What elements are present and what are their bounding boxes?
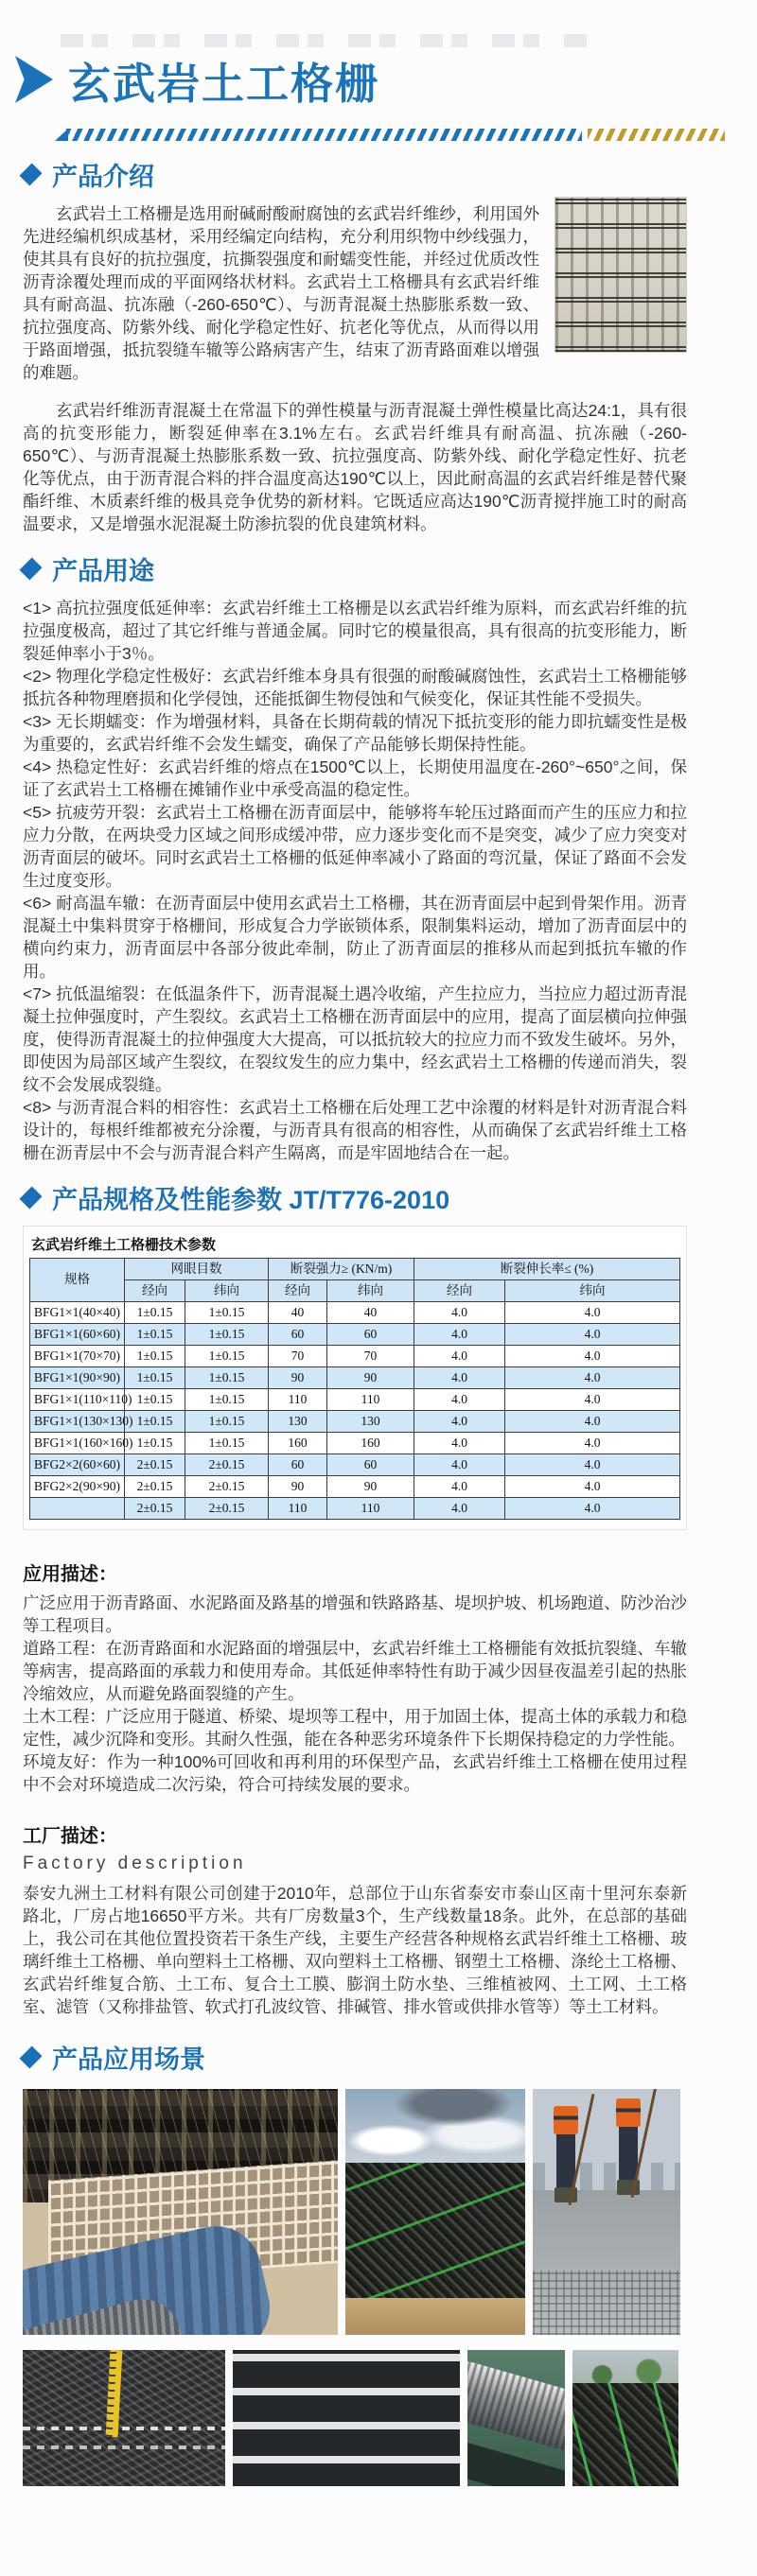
application-section <box>23 1558 687 1796</box>
cell-spec: BFG2×2(90×90) <box>30 1476 125 1498</box>
safety-vest-decor <box>554 2106 578 2134</box>
cell: 160 <box>269 1433 327 1454</box>
geocell-texture-decor <box>572 2383 678 2486</box>
cell: 1±0.15 <box>185 1346 269 1367</box>
worker-figure <box>554 2106 610 2210</box>
application-paragraph: 环境友好：作为一种100%可回收和再利用的环保型产品，玄武岩纤维土工格栅在使用过程中不会对环境造成二次污染，符合可持续发展的要求。 <box>23 1752 687 1794</box>
intro-paragraph: 玄武岩纤维沥青混凝土在常温下的弹性模量与沥青混凝土弹性模量比高达24:1，具有很高的抗变形能力，断裂延伸率在3.1%左右。玄武岩纤维具有耐高温、抗冻融（-260-650℃）、与沥青混凝土热膨胀系数一致、抗拉强度高、防紫外线、耐化学稳定性好、抗老化等优点，由于沥青混合料的拌合温度高达190℃以上，因此耐高温的玄武岩纤维是替代聚酯纤维、木质素纤维的极具竞争优势的新材料。它既适应高达190℃沥青搅拌施工时的耐高温要求，又是增强水泥混凝土防渗抗裂的优良建筑材料。 <box>23 401 687 533</box>
sky-trees-decor <box>572 2350 678 2385</box>
application-heading: 应用描述： <box>23 1564 117 1585</box>
mesh-line-decor <box>23 2445 225 2449</box>
asphalt-layer-with-ruler-photo <box>23 2350 225 2486</box>
cell: 1±0.15 <box>185 1302 269 1324</box>
mesh-line-decor <box>23 2427 225 2430</box>
cell: 1±0.15 <box>185 1433 269 1454</box>
table-row <box>30 1433 680 1454</box>
section-header-intro <box>23 156 687 193</box>
spec-table-sub-header-row <box>30 1280 680 1302</box>
measuring-tape-decor <box>105 2350 122 2437</box>
cell: 4.0 <box>414 1324 505 1346</box>
cell-spec: BFG1×1(70×70) <box>30 1346 125 1367</box>
application-paragraph: 土木工程：广泛应用于隧道、桥梁、堤坝等工程中，用于加固土体，提高土体的承载力和稳定性，减少沉降和变形。其耐久性强，能在各种恶劣环境条件下长期保持稳定的力学性能。 <box>23 1707 687 1749</box>
cell: 4.0 <box>505 1476 680 1498</box>
safety-vest-decor <box>616 2098 641 2127</box>
cell: 1±0.15 <box>125 1389 185 1411</box>
use-item: <2> 物理化学稳定性极好：玄武岩纤维本身具有很强的耐酸碱腐蚀性，玄武岩土工格栅能够抵抗各种物理磨损和化学侵蚀，还能抵御生物侵蚀和气候变化，保证其性能不受损失。 <box>23 667 688 708</box>
photo-grid-row-1 <box>23 2089 687 2335</box>
cell: 70 <box>269 1346 327 1367</box>
worker-figure <box>616 2098 673 2202</box>
cell: 4.0 <box>505 1498 680 1520</box>
cell: 130 <box>327 1411 414 1433</box>
ghost-text-strip <box>61 34 590 47</box>
cell: 4.0 <box>414 1389 505 1411</box>
section-title-uses: 产品用途 <box>52 557 154 585</box>
cell: 4.0 <box>414 1476 505 1498</box>
cell: 60 <box>327 1324 414 1346</box>
use-item: <5> 抗疲劳开裂：玄武岩土工格栅在沥青面层中，能够将车轮压过路面而产生的压应力和拉应力分散，在两块受力区域之间形成缓冲带，应力逐步变化而不是突变，减少了应力突变对沥青面层的破坏。同时玄武岩土工格栅的低延伸率减小了路面的弯沉量，保证了路面不会发生过度变形。 <box>23 803 688 890</box>
cell-spec: BFG2×2(60×60) <box>30 1454 125 1476</box>
sky-decor <box>345 2089 525 2172</box>
application-paragraph: 广泛应用于沥青路面、水泥路面及路基的增强和铁路路基、堤坝护坡、机场跑道、防沙治沙等工程项目。 <box>23 1593 687 1635</box>
factory-paragraph: 泰安九洲土工材料有限公司创建于2010年，总部位于山东省泰安市泰山区南十里河东泰新路北，厂房占地16650平方米。共有厂房数量3个，生产线数量18条。此外，在总部的基础上，我公司在其他位置投资若干条生产线，主要生产经营各种规格玄武岩纤维土工格栅、玻璃纤维土工格栅、单向塑料土工格栅、双向塑料土工格栅、钢塑土工格栅、涤纶土工格栅、玄武岩纤维复合筋、土工布、复合土工膜、膨润土防水垫、三维植被网、土工网、土工格室、滤管（又称排盐管、软式打孔波纹管、排碱管、排水管或供排水管等）等土工材料。 <box>23 1884 687 2016</box>
cell: 60 <box>269 1454 327 1476</box>
stitch-bands-decor <box>233 2350 460 2486</box>
factory-heading: 工厂描述： <box>23 1826 117 1847</box>
intro-body <box>23 202 687 535</box>
cell: 4.0 <box>505 1367 680 1389</box>
cell: 90 <box>327 1367 414 1389</box>
spec-table-group-header-row <box>30 1259 680 1280</box>
cell: 1±0.15 <box>125 1302 185 1324</box>
cell-spec: BFG1×1(160×160) <box>30 1433 125 1454</box>
cell: 2±0.15 <box>185 1498 269 1520</box>
diamond-icon <box>19 1186 42 1209</box>
diamond-icon <box>19 163 42 185</box>
legs-decor <box>619 2127 638 2180</box>
cell: 1±0.15 <box>125 1367 185 1389</box>
cell: 2±0.15 <box>125 1476 185 1498</box>
section-header-scenes <box>23 2039 687 2076</box>
spec-table <box>29 1258 680 1520</box>
col-subheader: 纬向 <box>505 1280 680 1302</box>
cell: 4.0 <box>414 1454 505 1476</box>
stripe-bar-blue-segment <box>66 129 582 141</box>
cell-spec <box>30 1498 125 1520</box>
col-subheader: 纬向 <box>327 1280 414 1302</box>
roller-base-decor <box>467 2442 565 2486</box>
cell: 70 <box>327 1346 414 1367</box>
production-roller-photo <box>467 2350 565 2486</box>
decorative-stripe-bar <box>66 129 725 141</box>
cell: 160 <box>327 1433 414 1454</box>
cell: 4.0 <box>505 1324 680 1346</box>
use-item: <4> 热稳定性好：玄武岩纤维的熔点在1500℃以上，长期使用温度在-260°~650°之间，保证了玄武岩土工格栅在摊铺作业中承受高温的稳定性。 <box>23 757 687 799</box>
cell-spec: BFG1×1(60×60) <box>30 1324 125 1346</box>
table-row <box>30 1476 680 1498</box>
cell: 1±0.15 <box>125 1411 185 1433</box>
spec-table-panel <box>23 1226 687 1530</box>
table-row <box>30 1324 680 1346</box>
use-item: <8> 与沥青混合料的相容性：玄武岩土工格栅在后处理工艺中涂覆的材料是针对沥青混合料设计的，每根纤维都被充分涂覆，与沥青具有很高的相容性，从而确保了玄武岩纤维土工格栅在沥青层中不会与沥青混合料产生隔离，而是牢固地结合在一起。 <box>23 1098 688 1162</box>
cell: 1±0.15 <box>125 1433 185 1454</box>
cell: 1±0.15 <box>125 1346 185 1367</box>
cell: 2±0.15 <box>185 1454 269 1476</box>
table-row <box>30 1389 680 1411</box>
arrow-right-icon <box>15 56 53 103</box>
cell: 4.0 <box>505 1433 680 1454</box>
cell: 110 <box>269 1389 327 1411</box>
legs-decor <box>556 2134 575 2187</box>
table-row <box>30 1498 680 1520</box>
geogrid-mesh-closeup-photo <box>233 2350 460 2486</box>
bags-decor <box>345 2163 525 2301</box>
cell: 4.0 <box>414 1411 505 1433</box>
cell: 4.0 <box>414 1367 505 1389</box>
cell: 1±0.15 <box>125 1324 185 1346</box>
use-item: <3> 无长期蠕变：作为增强材料，具备在长期荷载的情况下抵抗变形的能力即抗蠕变性是极为重要的，玄武岩纤维不会发生蠕变，确保了产品能够长期保持性能。 <box>23 712 688 754</box>
table-row <box>30 1302 680 1324</box>
col-subheader: 纬向 <box>185 1280 269 1302</box>
section-title-specs: 产品规格及性能参数 JT/T776-2010 <box>52 1186 450 1214</box>
cell: 60 <box>327 1454 414 1476</box>
table-row <box>30 1454 680 1476</box>
col-subheader: 经向 <box>269 1280 327 1302</box>
diamond-icon <box>19 2045 42 2068</box>
use-item: <6> 耐高温车辙：在沥青面层中使用玄武岩土工格栅，其在沥青面层中起到骨架作用。沥青混凝土中集料贯穿于格栅间，形成复合力学嵌锁体系，限制集料运动，增加了沥青面层中的横向约束力，沥青面层中各部分彼此牵制，防止了沥青面层的推移从而起到抵抗车辙的作用。 <box>23 894 688 981</box>
col-group-mesh-count: 网眼目数 <box>125 1259 269 1280</box>
col-group-break-strength: 断裂强力≥ (KN/m) <box>269 1259 414 1280</box>
cell: 1±0.15 <box>185 1367 269 1389</box>
cell: 4.0 <box>505 1454 680 1476</box>
cell: 1±0.15 <box>185 1411 269 1433</box>
col-header-spec: 规格 <box>30 1259 125 1302</box>
cell: 4.0 <box>414 1346 505 1367</box>
use-item: <7> 抗低温缩裂：在低温条件下，沥青混凝土遇冷收缩，产生拉应力，当拉应力超过沥青混凝土拉伸强度时，产生裂纹。玄武岩土工格栅在沥青面层中的应用，提高了面层横向拉伸强度，使得沥青混凝土的拉伸强度大大提高，可以抵抗较大的拉应力而不致发生破坏。另外，即使因为局部区域产生裂纹，在裂纹发生的应力集中，经玄武岩土工格栅的传递而消失，裂纹不会发展成裂缝。 <box>23 984 688 1094</box>
cell: 110 <box>327 1498 414 1520</box>
section-header-uses <box>23 550 687 587</box>
cell: 2±0.15 <box>125 1454 185 1476</box>
cell: 110 <box>269 1498 327 1520</box>
cell: 90 <box>269 1367 327 1389</box>
cell: 1±0.15 <box>185 1389 269 1411</box>
product-geogrid-image <box>555 197 687 353</box>
photo-grid-row-2 <box>23 2350 687 2486</box>
cell: 40 <box>327 1302 414 1324</box>
workers-pouring-concrete-photo <box>533 2089 680 2335</box>
cell: 4.0 <box>505 1302 680 1324</box>
section-header-specs <box>23 1179 687 1216</box>
cell: 90 <box>327 1476 414 1498</box>
intro-paragraph: 玄武岩土工格栅是选用耐碱耐酸耐腐蚀的玄武岩纤维纱，利用国外先进经编机织成基材，采用经编定向结构，充分利用织物中纱线强力，使其具有良好的抗拉强度，抗撕裂强度和耐蠕变性能，并经过优质改性沥青涂覆处理而成的平面网络状材料。玄武岩土工格栅具有玄武岩纤维具有耐高温、抗冻融（-260-650℃）、与沥青混凝土热膨胀系数一致、抗拉强度高、防紫外线、耐化学稳定性好、抗老化等优点，从而得以用于路面增强，抵抗裂缝车辙等公路病害产生，结束了沥青路面难以增强的难题。 <box>23 204 539 382</box>
spec-table-title: 玄武岩纤维土工格栅技术参数 <box>31 1238 217 1253</box>
cell: 90 <box>269 1476 327 1498</box>
table-row <box>30 1367 680 1389</box>
cell: 110 <box>327 1389 414 1411</box>
table-row <box>30 1346 680 1367</box>
cell: 2±0.15 <box>185 1476 269 1498</box>
cell-spec: BFG1×1(110×110) <box>30 1389 125 1411</box>
roller-cylinder-decor <box>467 2356 565 2459</box>
col-subheader: 经向 <box>414 1280 505 1302</box>
stripe-bar-gold-segment <box>588 129 725 141</box>
use-item: <1> 高抗拉强度低延伸率：玄武岩纤维土工格栅是以玄武岩纤维为原料，而玄武岩纤维的抗拉强度极高，超过了其它纤维与普通金属。同时它的模量很高，具有很高的抗变形能力，断裂延伸率小于3％。 <box>23 599 688 663</box>
col-subheader: 经向 <box>125 1280 185 1302</box>
cell: 4.0 <box>414 1302 505 1324</box>
sand-decor <box>345 2298 525 2335</box>
factory-section <box>23 1820 687 2018</box>
cell: 40 <box>269 1302 327 1324</box>
cell: 130 <box>269 1411 327 1433</box>
table-row <box>30 1411 680 1433</box>
geogrid-weaving-machine-photo <box>23 2089 338 2335</box>
application-paragraph: 道路工程：在沥青路面和水泥路面的增强层中，玄武岩纤维土工格栅能有效抵抗裂缝、车辙等病害，提高路面的承载力和使用寿命。其低延伸率特性有助于减少因昼夜温差引起的热胀冷缩效应，从而避免路面裂缝的产生。 <box>23 1639 687 1703</box>
cell-spec: BFG1×1(130×130) <box>30 1411 125 1433</box>
cell: 4.0 <box>505 1411 680 1433</box>
diamond-icon <box>19 557 42 580</box>
page-header <box>15 53 757 106</box>
cell-spec: BFG1×1(40×40) <box>30 1302 125 1324</box>
cell: 4.0 <box>414 1433 505 1454</box>
cell: 2±0.15 <box>125 1498 185 1520</box>
col-group-elongation: 断裂伸长率≤ (%) <box>414 1259 680 1280</box>
mesh-layer-decor <box>533 2271 680 2335</box>
cell: 1±0.15 <box>185 1324 269 1346</box>
section-title-intro: 产品介绍 <box>52 163 154 191</box>
cell-spec: BFG1×1(90×90) <box>30 1367 125 1389</box>
cell: 4.0 <box>505 1389 680 1411</box>
uses-list <box>23 597 687 1164</box>
cell: 4.0 <box>505 1346 680 1367</box>
page-title: 玄武岩土工格栅 <box>68 59 380 108</box>
geocell-stacks-field-photo <box>572 2350 678 2486</box>
cell: 4.0 <box>414 1498 505 1520</box>
section-title-scenes: 产品应用场景 <box>52 2045 205 2074</box>
cell: 60 <box>269 1324 327 1346</box>
factory-heading-en: Factory description <box>23 1854 247 1873</box>
geocell-bags-yard-photo <box>345 2089 525 2335</box>
